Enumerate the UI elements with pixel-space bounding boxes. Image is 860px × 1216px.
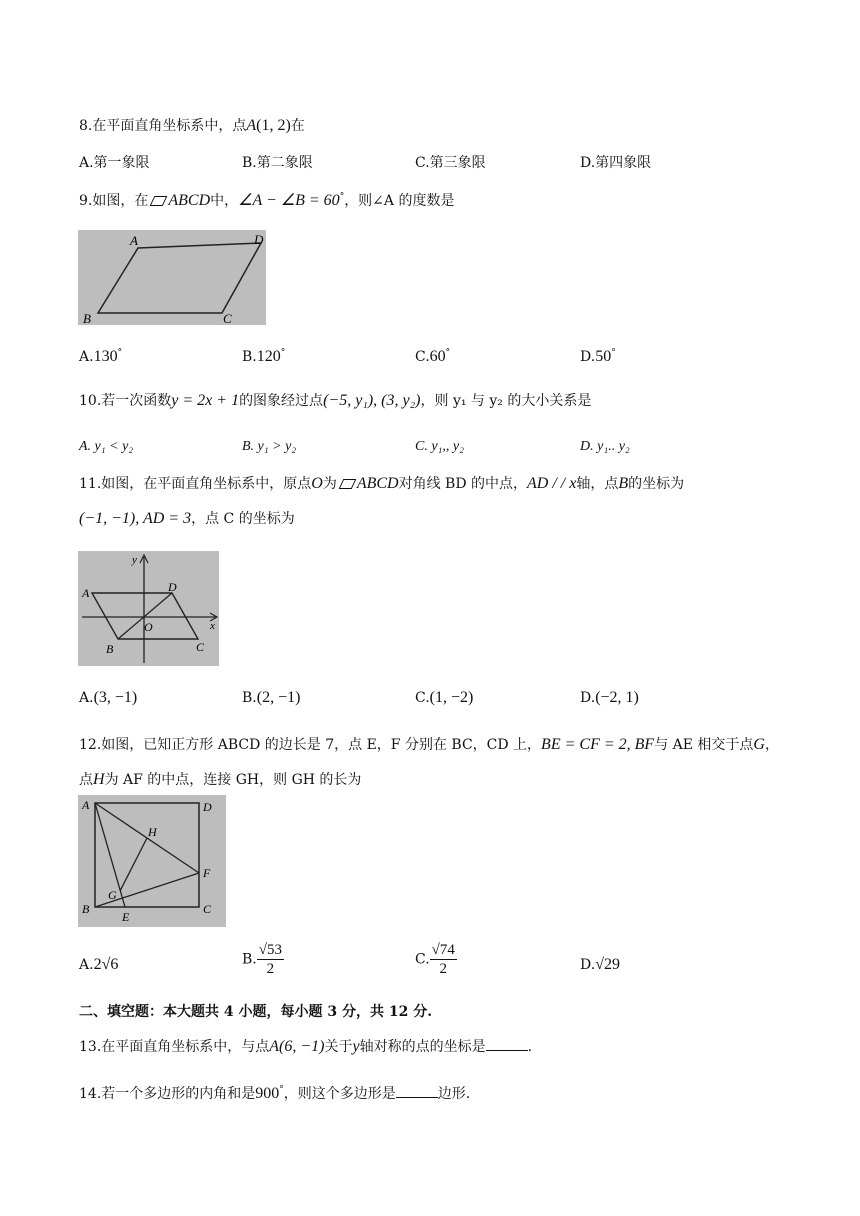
q12-label-f: F bbox=[203, 866, 211, 880]
q9-option-c-letter: C. bbox=[415, 349, 430, 365]
q10-stem-text: 10.若一次函数 bbox=[79, 393, 172, 409]
q11-parallel: AD / / x bbox=[527, 475, 577, 492]
q10-function: y = 2x + 1 bbox=[171, 392, 240, 409]
q13-stem bbox=[79, 1037, 532, 1057]
q8-option-c: C.第三象限 bbox=[415, 155, 486, 171]
q11-label-y: y bbox=[132, 554, 137, 566]
q11-stem-line1 bbox=[79, 474, 684, 494]
q11-line2-post: ，点 C 的坐标为 bbox=[191, 511, 295, 527]
q12-line2-post: 为 AF 的中点，连接 GH，则 GH 的长为 bbox=[104, 772, 362, 788]
q11-option-c-value: (1, −2) bbox=[429, 689, 474, 706]
q9-stem bbox=[79, 191, 454, 211]
degree-sign: ° bbox=[339, 192, 345, 202]
q12-label-h: H bbox=[148, 825, 157, 839]
q12-figure bbox=[78, 795, 226, 927]
q12-option-b-fraction bbox=[257, 941, 284, 978]
q12-option-a-value: 2√6 bbox=[93, 956, 119, 973]
q9-option-b-value: 120 bbox=[256, 348, 281, 365]
q12-label-b: B bbox=[82, 902, 90, 916]
q10-option-c: C. y₁,, y₂ bbox=[415, 439, 464, 454]
q14-stem-mid: ，则这个多边形是 bbox=[283, 1086, 396, 1102]
q11-label-x: x bbox=[210, 620, 215, 632]
q13-stem-mid: 关于 bbox=[324, 1039, 353, 1055]
q9-option-c bbox=[415, 347, 450, 367]
q11-stem-mid1: 为 bbox=[322, 476, 337, 492]
q11-figure bbox=[78, 551, 219, 666]
q10-option-a: A. y₁ < y₂ bbox=[79, 439, 134, 454]
q12-line2-pre: 点 bbox=[79, 772, 93, 788]
q12-label-c: C bbox=[203, 902, 212, 916]
q11-point-b: B bbox=[618, 475, 629, 492]
q11-label-c: C bbox=[196, 640, 205, 654]
q10-stem-post: ，则 y₁ 与 y₂ 的大小关系是 bbox=[420, 393, 592, 409]
q9-option-a bbox=[79, 347, 122, 367]
q13-point: A(6, −1) bbox=[269, 1038, 325, 1055]
q9-option-d-value: 50 bbox=[595, 348, 612, 365]
q11-option-a-letter: A. bbox=[79, 690, 94, 706]
degree-sign: ° bbox=[280, 348, 286, 358]
q9-option-a-letter: A. bbox=[79, 349, 94, 365]
q11-label-o: O bbox=[144, 620, 153, 634]
q10-option-b: B. y₁ > y₂ bbox=[242, 439, 297, 454]
q14-answer-blank[interactable] bbox=[396, 1085, 438, 1098]
q12-point-h: H bbox=[93, 771, 105, 788]
q11-shape: ABCD bbox=[356, 475, 399, 492]
q12-option-c-fraction bbox=[430, 941, 457, 978]
q11-coords: (−1, −1), AD = 3 bbox=[79, 510, 192, 527]
q11-label-d: D bbox=[168, 580, 177, 594]
q14-stem-post: 边形. bbox=[437, 1086, 471, 1102]
q14-stem bbox=[79, 1084, 470, 1104]
q13-axis: y bbox=[352, 1038, 360, 1055]
degree-sign: ° bbox=[445, 348, 451, 358]
q12-label-d: D bbox=[203, 800, 212, 814]
q9-option-a-value: 130 bbox=[93, 348, 118, 365]
q12-option-d-letter: D. bbox=[580, 957, 596, 973]
q10-stem-mid: 的图象经过点 bbox=[239, 393, 324, 409]
q9-option-b bbox=[242, 347, 285, 367]
q12-option-c bbox=[415, 941, 457, 978]
q9-stem-text: 9.如图，在 bbox=[79, 193, 149, 209]
degree-sign: ° bbox=[611, 348, 616, 358]
q11-option-a-value: (3, −1) bbox=[93, 689, 138, 706]
q11-option-d-value: (−2, 1) bbox=[595, 689, 639, 706]
q8-option-b: B.第二象限 bbox=[242, 155, 313, 171]
q9-option-d-letter: D. bbox=[580, 349, 596, 365]
q10-stem bbox=[79, 391, 591, 411]
q12-option-d bbox=[580, 955, 620, 975]
q11-stem-text: 11.如图，在平面直角坐标系中，原点 bbox=[79, 476, 312, 492]
q14-stem-text: 14.若一个多边形的内角和是 bbox=[79, 1086, 256, 1102]
q11-stem-mid3: 轴，点 bbox=[576, 476, 619, 492]
section-2-heading: 二、填空题：本大题共 4 小题，每小题 3 分，共 12 分. bbox=[79, 1004, 433, 1020]
q12-label-g: G bbox=[108, 888, 117, 902]
q9-condition: ∠A − ∠B = 60 bbox=[238, 192, 340, 209]
q11-stem-mid2: 对角线 BD 的中点， bbox=[398, 476, 528, 492]
q12-stem-text: 12.如图，已知正方形 ABCD 的边长是 7，点 E，F 分别在 BC，CD 上， bbox=[79, 737, 542, 753]
q9-label-a: A bbox=[130, 233, 138, 248]
q12-label-a: A bbox=[82, 798, 90, 812]
degree-sign: ° bbox=[117, 348, 123, 358]
q10-points: (−5, y₁), (3, y₂) bbox=[323, 392, 421, 409]
q9-stem-mid: 中， bbox=[210, 193, 239, 209]
q8-point: A bbox=[246, 117, 257, 134]
q13-answer-blank[interactable] bbox=[486, 1038, 528, 1051]
q11-option-d bbox=[580, 688, 639, 708]
q9-figure bbox=[78, 230, 266, 325]
q12-option-b bbox=[242, 941, 284, 978]
q11-label-b: B bbox=[106, 642, 114, 656]
q8-stem bbox=[79, 116, 305, 136]
q12-comma: ， bbox=[764, 737, 779, 753]
q8-option-d: D.第四象限 bbox=[580, 155, 652, 171]
q12-stem-line2 bbox=[79, 770, 361, 790]
q12-option-c-letter: C. bbox=[415, 951, 430, 968]
q9-label-b: B bbox=[83, 311, 91, 325]
q10-option-d: D. y₁.. y₂ bbox=[580, 439, 630, 454]
q11-label-a: A bbox=[82, 586, 90, 600]
q11-option-d-letter: D. bbox=[580, 690, 596, 706]
q9-stem-post: ，则∠A 的度数是 bbox=[344, 193, 455, 209]
q11-option-b bbox=[242, 688, 300, 708]
q9-option-b-letter: B. bbox=[242, 349, 257, 365]
q12-condition: BE = CF = 2, BF bbox=[541, 736, 655, 753]
q12-option-c-denominator: 2 bbox=[439, 961, 448, 977]
q14-value: 900 bbox=[255, 1085, 280, 1102]
q12-stem-post: 与 AE 相交于点 bbox=[654, 737, 754, 753]
q9-option-c-value: 60 bbox=[429, 348, 446, 365]
q11-stem-line2 bbox=[79, 509, 295, 529]
q12-label-e: E bbox=[122, 910, 130, 924]
q12-option-a bbox=[79, 955, 118, 975]
q9-label-d: D bbox=[254, 232, 264, 247]
q11-stem-post: 的坐标为 bbox=[628, 476, 685, 492]
q12-point-g: G bbox=[753, 736, 765, 753]
parallelogram-icon bbox=[150, 196, 168, 206]
q11-option-c bbox=[415, 688, 473, 708]
q12-option-a-letter: A. bbox=[79, 957, 94, 973]
q9-label-c: C bbox=[223, 311, 232, 325]
q8-stem-text: 8.在平面直角坐标系中，点 bbox=[79, 118, 247, 134]
q11-option-c-letter: C. bbox=[415, 690, 430, 706]
q11-option-b-letter: B. bbox=[242, 690, 257, 706]
parallelogram-icon bbox=[338, 479, 356, 489]
q12-option-b-denominator: 2 bbox=[266, 961, 275, 977]
q12-option-c-numerator: √74 bbox=[431, 942, 455, 958]
q12-option-b-numerator: √53 bbox=[258, 942, 282, 958]
q8-coords: (1, 2) bbox=[256, 117, 291, 134]
q8-option-a: A.第一象限 bbox=[79, 155, 150, 171]
q9-shape: ABCD bbox=[168, 192, 211, 209]
q11-option-b-value: (2, −1) bbox=[256, 689, 301, 706]
q13-stem-post: 轴对称的点的坐标是 bbox=[359, 1039, 486, 1055]
q12-option-d-value: √29 bbox=[595, 956, 620, 973]
q12-stem-line1 bbox=[79, 735, 779, 755]
q11-origin: O bbox=[311, 475, 323, 492]
q11-option-a bbox=[79, 688, 137, 708]
q12-option-b-letter: B. bbox=[242, 951, 257, 968]
q13-end: . bbox=[527, 1039, 533, 1055]
q8-stem-post: 在 bbox=[290, 118, 305, 134]
degree-sign: ° bbox=[279, 1085, 284, 1095]
q13-stem-text: 13.在平面直角坐标系中，与点 bbox=[79, 1039, 270, 1055]
q9-option-d bbox=[580, 347, 616, 367]
